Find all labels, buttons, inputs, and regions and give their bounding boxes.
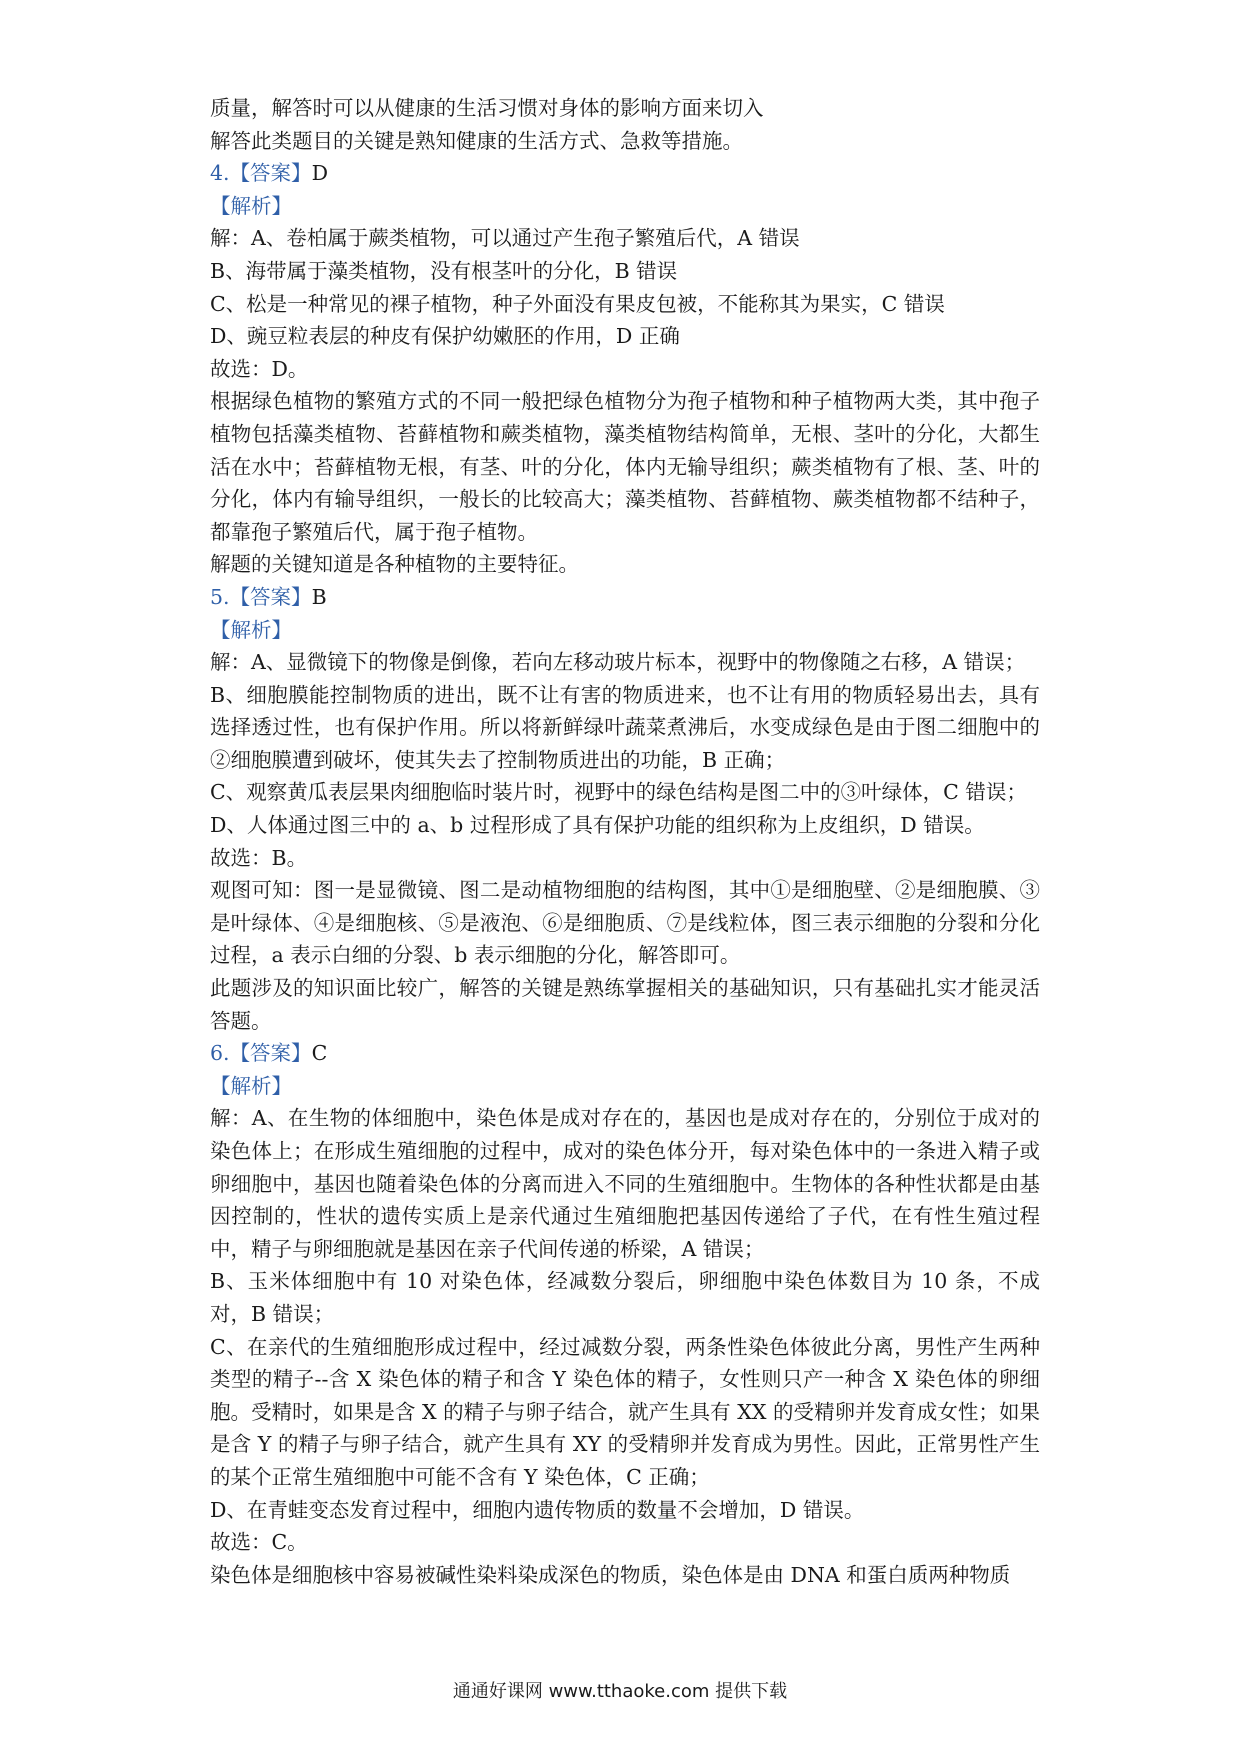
q5-option-c: C、观察黄瓜表层果肉细胞临时装片时，视野中的绿色结构是图二中的③叶绿体，C 错误； bbox=[210, 780, 1027, 805]
q5-answer-row bbox=[210, 581, 1040, 614]
q6-option-c: C、在亲代的生殖细胞形成过程中，经过减数分裂，两条性染色体彼此分离，男性产生两种类型的精子--含 X 染色体的精子和含 Y 染色体的精子，女性则只产一种含 X 染色体的卵细胞。受精时，如果是含 X 的精子与卵子结合，就产生具有 XX 的受精卵并发育成女性；如果是含 Y 的精子与卵子结合，就产生具有 XY 的受精卵并发育成为男性。因此，正常男性产生的某个正常生殖细胞中可能不含有 Y 染色体，C 正确； bbox=[210, 1334, 1040, 1489]
q4-option-d: D、豌豆粒表层的种皮有保护幼嫩胚的作用，D 正确 bbox=[210, 324, 680, 349]
q6-answer-tag: 【答案】 bbox=[229, 1041, 312, 1066]
document-body bbox=[210, 92, 1040, 1591]
page-footer: 通通好课网 www.tthaoke.com 提供下载 bbox=[452, 1681, 788, 1702]
q6-option-a: 解：A、在生物的体细胞中，染色体是成对存在的，基因也是成对存在的，分别位于成对的染色体上；在形成生殖细胞的过程中，成对的染色体分开，每对染色体中的一条进入精子或卵细胞中，基因也随着染色体的分离而进入不同的生殖细胞中。生物体的各种性状都是由基因控制的，性状的遗传实质上是亲代通过生殖细胞把基因传递给了子代，在有性生殖过程中，精子与卵细胞就是基因在亲子代间传递的桥梁，A 错误； bbox=[210, 1106, 1040, 1261]
q4-analysis-tag: 【解析】 bbox=[210, 193, 292, 218]
q5-answer-tag: 【答案】 bbox=[229, 584, 312, 609]
q6-answer: C bbox=[311, 1041, 328, 1066]
q5-answer: B bbox=[311, 584, 327, 609]
q6-explanation: 染色体是细胞核中容易被碱性染料染成深色的物质，染色体是由 DNA 和蛋白质两种物质 bbox=[210, 1562, 1011, 1587]
q5-option-a: 解：A、显微镜下的物像是倒像，若向左移动玻片标本，视野中的物像随之右移，A 错误； bbox=[210, 650, 1026, 675]
intro-line-2: 解答此类题目的关键是熟知健康的生活方式、急救等措施。 bbox=[210, 128, 743, 153]
q6-answer-row bbox=[210, 1037, 1040, 1070]
q4-answer: D bbox=[311, 161, 328, 186]
q5-analysis-tag: 【解析】 bbox=[210, 617, 292, 642]
q5-option-d: D、人体通过图三中的 a、b 过程形成了具有保护功能的组织称为上皮组织，D 错误。 bbox=[210, 813, 985, 838]
q5-explanation: 观图可知：图一是显微镜、图二是动植物细胞的结构图，其中①是细胞壁、②是细胞膜、③是叶绿体、④是细胞核、⑤是液泡、⑥是细胞质、⑦是线粒体，图三表示细胞的分裂和分化过程，a 表示白细的分裂、b 表示细胞的分化，解答即可。 bbox=[210, 878, 1040, 968]
q4-option-a: 解：A、卷柏属于蕨类植物，可以通过产生孢子繁殖后代，A 错误 bbox=[210, 226, 800, 251]
q4-answer-tag: 【答案】 bbox=[229, 161, 312, 186]
intro-line-1: 质量，解答时可以从健康的生活习惯对身体的影响方面来切入 bbox=[210, 96, 764, 120]
q4-option-b: B、海带属于藻类植物，没有根茎叶的分化，B 错误 bbox=[210, 258, 678, 283]
q6-number: 6. bbox=[210, 1041, 230, 1066]
q4-option-c: C、松是一种常见的裸子植物，种子外面没有果皮包被，不能称其为果实，C 错误 bbox=[210, 291, 945, 316]
q4-number: 4. bbox=[210, 161, 230, 186]
q6-choice: 故选：C。 bbox=[210, 1530, 308, 1555]
q4-answer-row bbox=[210, 157, 1040, 190]
q5-number: 5. bbox=[210, 584, 230, 609]
q5-option-b: B、细胞膜能控制物质的进出，既不让有害的物质进来，也不让有用的物质轻易出去，具有选择透过性，也有保护作用。所以将新鲜绿叶蔬菜煮沸后，水变成绿色是由于图二细胞中的②细胞膜遭到破坏，使其失去了控制物质进出的功能，B 正确； bbox=[210, 682, 1040, 772]
q4-choice: 故选：D。 bbox=[210, 356, 309, 381]
q5-choice: 故选：B。 bbox=[210, 845, 308, 870]
q6-option-b: B、玉米体细胞中有 10 对染色体，经减数分裂后，卵细胞中染色体数目为 10 条，不成对，B 错误； bbox=[210, 1269, 1040, 1326]
q4-explanation: 根据绿色植物的繁殖方式的不同一般把绿色植物分为孢子植物和种子植物两大类，其中孢子植物包括藻类植物、苔藓植物和蕨类植物，藻类植物结构简单，无根、茎叶的分化，大都生活在水中；苔藓植物无根，有茎、叶的分化，体内无输导组织；蕨类植物有了根、茎、叶的分化，体内有输导组织，一般长的比较高大；藻类植物、苔藓植物、蕨类植物都不结种子，都靠孢子繁殖后代，属于孢子植物。 bbox=[210, 389, 1040, 544]
q5-key-point: 此题涉及的知识面比较广，解答的关键是熟练掌握相关的基础知识，只有基础扎实才能灵活答题。 bbox=[210, 976, 1040, 1033]
q6-analysis-tag: 【解析】 bbox=[210, 1073, 292, 1098]
q6-option-d: D、在青蛙变态发育过程中，细胞内遗传物质的数量不会增加，D 错误。 bbox=[210, 1497, 865, 1522]
q4-key-point: 解题的关键知道是各种植物的主要特征。 bbox=[210, 552, 579, 577]
